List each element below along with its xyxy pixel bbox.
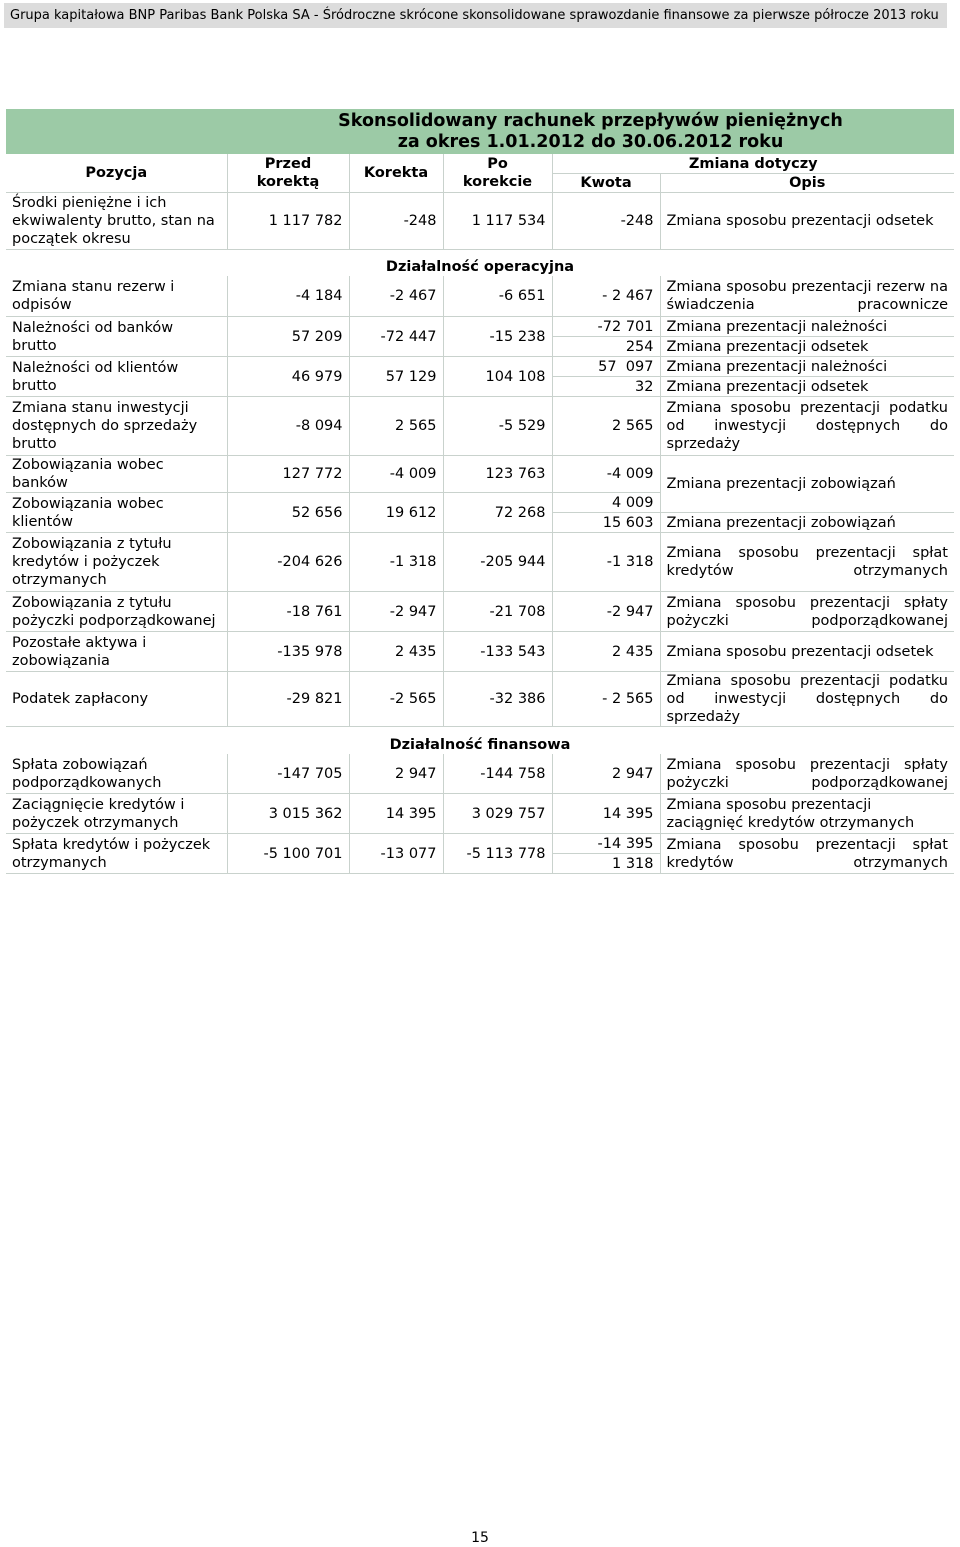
cell-przed: -4 184 xyxy=(227,276,349,317)
col-korekta: Korekta xyxy=(349,154,443,193)
cell-kwota: 32 xyxy=(552,377,660,397)
cell-przed: 3 015 362 xyxy=(227,794,349,834)
cell-kwota: 57 097 xyxy=(552,357,660,377)
cell-korekta: -2 947 xyxy=(349,592,443,632)
cell-kwota: 2 565 xyxy=(552,397,660,456)
cell-kwota: 2 947 xyxy=(552,754,660,794)
cell-opis: Zmiana sposobu prezentacji spłat kredytów otrzymanych xyxy=(660,533,954,592)
cell-po: -15 238 xyxy=(443,317,552,357)
cell-przed: 52 656 xyxy=(227,493,349,533)
col-zmiana-dotyczy: Zmiana dotyczy xyxy=(552,154,954,174)
table-row xyxy=(6,317,954,337)
cell-korekta: 2 435 xyxy=(349,632,443,672)
cell-korekta: -72 447 xyxy=(349,317,443,357)
table-row xyxy=(6,357,954,377)
section-title-finansowa: Działalność finansowa xyxy=(389,737,571,753)
table-row xyxy=(6,456,954,493)
cell-kwota: -248 xyxy=(552,193,660,250)
row-label: Spłata kredytów i pożyczek otrzymanych xyxy=(6,834,227,874)
cell-kwota: 14 395 xyxy=(552,794,660,834)
row-label: Należności od banków brutto xyxy=(6,317,227,357)
cell-kwota: 254 xyxy=(552,337,660,357)
cell-opis-shared: Zmiana prezentacji zobowiązań xyxy=(660,456,954,513)
cell-korekta: 2 565 xyxy=(349,397,443,456)
table-title-line1: Skonsolidowany rachunek przepływów pieniężnych xyxy=(338,111,843,131)
cell-po: -144 758 xyxy=(443,754,552,794)
cell-przed: -5 100 701 xyxy=(227,834,349,874)
cell-po: 104 108 xyxy=(443,357,552,397)
cell-korekta: 19 612 xyxy=(349,493,443,533)
cell-opis: Zmiana sposobu prezentacji podatku od inwestycji dostępnych do sprzedaży xyxy=(660,672,954,727)
cell-kwota: -4 009 xyxy=(552,456,660,493)
cell-przed: -18 761 xyxy=(227,592,349,632)
row-label: Pozostałe aktywa i zobowiązania xyxy=(6,632,227,672)
table-row xyxy=(6,193,954,250)
row-label: Zmiana stanu rezerw i odpisów xyxy=(6,276,227,317)
col-po-korekcie: Po korekcie xyxy=(443,154,552,193)
cell-korekta: -248 xyxy=(349,193,443,250)
cell-po: -32 386 xyxy=(443,672,552,727)
row-label: Spłata zobowiązań podporządkowanych xyxy=(6,754,227,794)
cell-przed: 46 979 xyxy=(227,357,349,397)
row-label: Zmiana stanu inwestycji dostępnych do sprzedaży brutto xyxy=(6,397,227,456)
cell-kwota: 4 009 xyxy=(552,493,660,513)
col-opis: Opis xyxy=(660,174,954,193)
cell-kwota: -1 318 xyxy=(552,533,660,592)
table-row xyxy=(6,834,954,854)
cell-opis: Zmiana sposobu prezentacji spłat kredytów otrzymanych xyxy=(660,834,954,874)
section-row xyxy=(6,250,954,277)
cell-po: -205 944 xyxy=(443,533,552,592)
cell-korekta: 14 395 xyxy=(349,794,443,834)
table-row xyxy=(6,672,954,727)
cell-korekta: 57 129 xyxy=(349,357,443,397)
cell-po: -5 529 xyxy=(443,397,552,456)
cell-po: -5 113 778 xyxy=(443,834,552,874)
cell-po: 72 268 xyxy=(443,493,552,533)
table-row xyxy=(6,794,954,834)
row-label: Podatek zapłacony xyxy=(6,672,227,727)
row-label: Zobowiązania z tytułu pożyczki podporządkowanej xyxy=(6,592,227,632)
cell-po: -21 708 xyxy=(443,592,552,632)
row-label: Zobowiązania wobec banków xyxy=(6,456,227,493)
cell-korekta: -2 467 xyxy=(349,276,443,317)
cell-kwota: - 2 565 xyxy=(552,672,660,727)
row-label: Zobowiązania wobec klientów xyxy=(6,493,227,533)
cell-przed: -8 094 xyxy=(227,397,349,456)
table-row xyxy=(6,592,954,632)
col-pozycja: Pozycja xyxy=(6,154,227,193)
row-label: Zobowiązania z tytułu kredytów i pożyczek otrzymanych xyxy=(6,533,227,592)
table-row xyxy=(6,632,954,672)
table-row xyxy=(6,397,954,456)
table-row xyxy=(6,276,954,317)
cell-przed: 127 772 xyxy=(227,456,349,493)
cell-po: -133 543 xyxy=(443,632,552,672)
cell-kwota: -2 947 xyxy=(552,592,660,632)
cell-korekta: -4 009 xyxy=(349,456,443,493)
cash-flow-table xyxy=(6,109,954,874)
cell-przed: -135 978 xyxy=(227,632,349,672)
cell-kwota: 1 318 xyxy=(552,854,660,874)
table-row xyxy=(6,533,954,592)
col-kwota: Kwota xyxy=(552,174,660,193)
cell-opis: Zmiana prezentacji odsetek xyxy=(660,377,954,397)
cell-przed: 57 209 xyxy=(227,317,349,357)
cell-po: 123 763 xyxy=(443,456,552,493)
cell-kwota: 15 603 xyxy=(552,513,660,533)
cell-opis: Zmiana sposobu prezentacji spłaty pożyczki podporządkowanej xyxy=(660,754,954,794)
cell-opis: Zmiana prezentacji należności xyxy=(660,317,954,337)
cell-kwota: -72 701 xyxy=(552,317,660,337)
cell-kwota: -14 395 xyxy=(552,834,660,854)
cell-opis: Zmiana prezentacji należności xyxy=(660,357,954,377)
cell-po: -6 651 xyxy=(443,276,552,317)
cell-opis: Zmiana prezentacji zobowiązań xyxy=(660,513,954,533)
cell-po: 3 029 757 xyxy=(443,794,552,834)
section-title-operacyjna: Działalność operacyjna xyxy=(385,259,575,275)
cell-korekta: -2 565 xyxy=(349,672,443,727)
cell-opis: Zmiana prezentacji odsetek xyxy=(660,337,954,357)
table-title-line2: za okres 1.01.2012 do 30.06.2012 roku xyxy=(397,132,784,152)
table-header-title-row xyxy=(6,111,954,154)
row-label: Środki pieniężne i ich ekwiwalenty brutto, stan na początek okresu xyxy=(6,193,227,250)
cell-korekta: -1 318 xyxy=(349,533,443,592)
cell-opis: Zmiana sposobu prezentacji odsetek xyxy=(660,632,954,672)
page-number: 15 xyxy=(471,1530,489,1546)
column-header-row xyxy=(6,154,954,174)
cell-opis: Zmiana sposobu prezentacji spłaty pożyczki podporządkowanej xyxy=(660,592,954,632)
cell-przed: -204 626 xyxy=(227,533,349,592)
cell-kwota: 2 435 xyxy=(552,632,660,672)
cell-opis: Zmiana sposobu prezentacji zaciągnięć kredytów otrzymanych xyxy=(660,794,954,834)
cell-korekta: -13 077 xyxy=(349,834,443,874)
table-row xyxy=(6,754,954,794)
col-przed-korekta: Przed korektą xyxy=(227,154,349,193)
cell-kwota: - 2 467 xyxy=(552,276,660,317)
cell-korekta: 2 947 xyxy=(349,754,443,794)
row-label: Należności od klientów brutto xyxy=(6,357,227,397)
cell-przed: -147 705 xyxy=(227,754,349,794)
page-header: Grupa kapitałowa BNP Paribas Bank Polska SA - Śródroczne skrócone skonsolidowane sprawozdanie finansowe za pierwsze półrocze 2013 roku xyxy=(4,3,947,28)
row-label: Zaciągnięcie kredytów i pożyczek otrzymanych xyxy=(6,794,227,834)
cell-opis: Zmiana sposobu prezentacji podatku od inwestycji dostępnych do sprzedaży xyxy=(660,397,954,456)
cell-przed: 1 117 782 xyxy=(227,193,349,250)
cell-przed: -29 821 xyxy=(227,672,349,727)
cell-po: 1 117 534 xyxy=(443,193,552,250)
section-row xyxy=(6,727,954,755)
cell-opis: Zmiana sposobu prezentacji rezerw na świadczenia pracownicze xyxy=(660,276,954,317)
cell-opis: Zmiana sposobu prezentacji odsetek xyxy=(660,193,954,250)
